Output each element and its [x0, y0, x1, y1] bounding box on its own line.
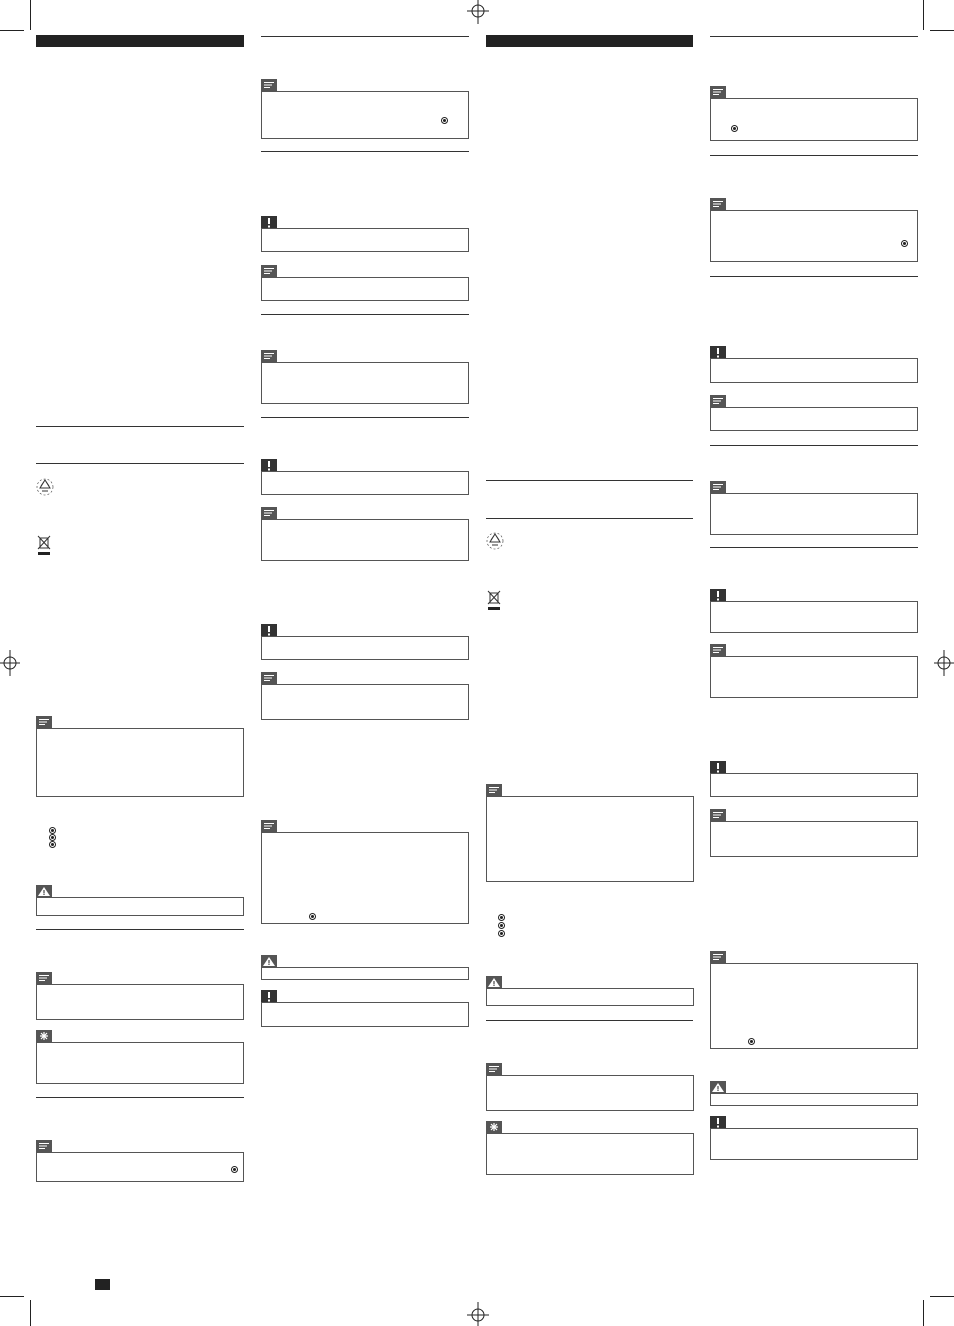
note-icon — [710, 86, 726, 98]
note-box — [36, 728, 244, 797]
button-symbol-icon — [498, 922, 505, 929]
divider — [486, 518, 693, 519]
caution-box — [710, 1128, 918, 1160]
recycle-icon — [486, 532, 504, 550]
button-symbol-icon — [49, 834, 56, 841]
note-box — [710, 656, 918, 698]
registration-mark-icon — [465, 0, 491, 24]
caution-box — [261, 636, 469, 660]
note-box — [261, 362, 469, 404]
page-number-tab — [95, 1279, 110, 1290]
warning-box — [710, 1093, 918, 1106]
note-icon — [710, 395, 726, 407]
note-icon — [261, 820, 277, 832]
warning-box — [261, 967, 469, 980]
divider — [486, 1020, 693, 1021]
divider — [36, 463, 244, 464]
note-icon — [36, 972, 52, 984]
caution-box — [710, 601, 918, 633]
button-symbol-icon — [498, 914, 505, 921]
note-box — [710, 821, 918, 857]
note-icon — [261, 350, 277, 362]
note-box — [710, 407, 918, 431]
tip-icon — [36, 1030, 52, 1042]
button-symbol-icon — [731, 125, 738, 132]
button-symbol-icon — [748, 1038, 755, 1045]
tip-icon — [486, 1121, 502, 1133]
note-box — [710, 98, 918, 141]
caution-box — [710, 358, 918, 383]
button-symbol-icon — [231, 1166, 238, 1173]
caution-box — [261, 1002, 469, 1027]
caution-box — [710, 773, 918, 797]
crossed-bin-icon — [487, 590, 501, 610]
note-icon — [710, 644, 726, 656]
note-icon — [710, 481, 726, 493]
caution-box — [261, 228, 469, 252]
divider — [36, 929, 244, 930]
registration-mark-icon — [465, 1302, 491, 1326]
note-box — [36, 984, 244, 1020]
note-box — [261, 277, 469, 301]
recycle-icon — [36, 478, 54, 496]
divider — [261, 36, 469, 37]
divider — [710, 445, 918, 446]
crossed-bin-icon — [37, 535, 51, 555]
note-box — [36, 1152, 244, 1182]
note-icon — [486, 784, 502, 796]
tip-box — [486, 1133, 694, 1175]
caution-box — [261, 471, 469, 495]
button-symbol-icon — [309, 913, 316, 920]
registration-mark-icon — [0, 650, 22, 676]
divider — [36, 1097, 244, 1098]
divider — [261, 417, 469, 418]
divider — [36, 426, 244, 427]
divider — [710, 547, 918, 548]
divider — [710, 36, 918, 37]
section-header-band — [36, 35, 244, 47]
note-box — [486, 1075, 694, 1111]
note-box — [710, 493, 918, 535]
note-box — [261, 832, 469, 924]
note-icon — [710, 809, 726, 821]
note-box — [710, 963, 918, 1049]
note-box — [486, 796, 694, 882]
divider — [710, 155, 918, 156]
note-box — [261, 91, 469, 139]
divider — [486, 480, 693, 481]
note-icon — [486, 1063, 502, 1075]
registration-mark-icon — [932, 650, 954, 676]
note-icon — [261, 507, 277, 519]
section-header-band — [486, 35, 693, 47]
button-symbol-icon — [441, 117, 448, 124]
note-icon — [710, 951, 726, 963]
divider — [710, 276, 918, 277]
note-icon — [36, 716, 52, 728]
warning-box — [486, 988, 694, 1006]
note-icon — [710, 198, 726, 210]
note-icon — [36, 1140, 52, 1152]
note-icon — [261, 265, 277, 277]
note-box — [261, 684, 469, 720]
note-icon — [261, 672, 277, 684]
tip-box — [36, 1042, 244, 1084]
warning-box — [36, 897, 244, 916]
note-box — [261, 519, 469, 561]
button-symbol-icon — [49, 841, 56, 848]
note-box — [710, 210, 918, 262]
button-symbol-icon — [498, 930, 505, 937]
divider — [261, 314, 469, 315]
button-symbol-icon — [901, 240, 908, 247]
note-icon — [261, 79, 277, 91]
button-symbol-icon — [49, 827, 56, 834]
divider — [261, 151, 469, 152]
